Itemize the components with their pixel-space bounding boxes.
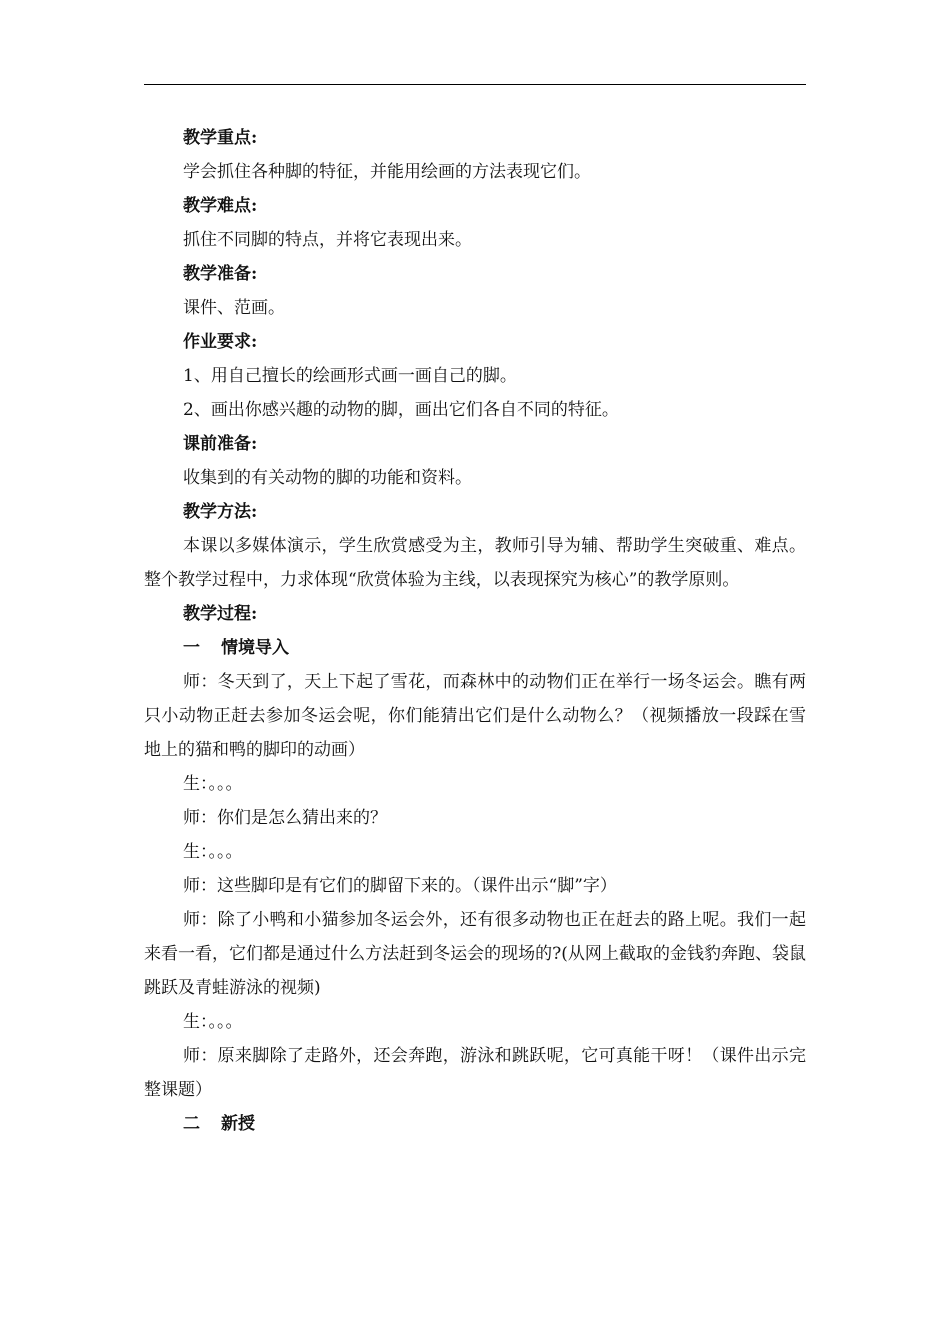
section-1-number: 一 (183, 638, 200, 658)
section-1-title: 情境导入 (221, 638, 289, 658)
dialogue-paragraph: 师：这些脚印是有它们的脚留下来的。（课件出示“脚”字） (183, 876, 617, 896)
method-heading: 教学方法: (183, 502, 258, 522)
dialogue-paragraph: 师：除了小鸭和小猫参加冬运会外，还有很多动物也正在赶去的路上呢。我们一起来看一看，它们都是通过什么方法赶到冬运会的现场的?(从网上截取的金钱豹奔跑、袋鼠跳跃及青蛙游泳的视频) (144, 910, 806, 998)
difficulty-text: 抓住不同脚的特点，并将它表现出来。 (183, 230, 472, 250)
section-1-heading (144, 631, 806, 665)
homework-item: 2、画出你感兴趣的动物的脚，画出它们各自不同的特征。 (183, 400, 619, 420)
dialogue-paragraph: 生：。。。 (183, 842, 243, 862)
homework-item: 1、用自己擅长的绘画形式画一画自己的脚。 (183, 366, 517, 386)
prep-text: 课件、范画。 (183, 298, 285, 318)
process-heading: 教学过程: (183, 604, 258, 624)
homework-heading: 作业要求: (183, 332, 258, 352)
section-2-title: 新授 (221, 1114, 255, 1134)
dialogue-paragraph: 师：原来脚除了走路外，还会奔跑，游泳和跳跃呢，它可真能干呀！（课件出示完整课题） (144, 1046, 806, 1100)
focus-heading: 教学重点: (183, 128, 258, 148)
preclass-heading: 课前准备: (183, 434, 258, 454)
dialogue-paragraph: 生：。。。 (183, 1012, 243, 1032)
document-body (144, 121, 806, 1141)
prep-heading: 教学准备: (183, 264, 258, 284)
dialogue-paragraph: 生：。。。 (183, 774, 243, 794)
difficulty-heading: 教学难点: (183, 196, 258, 216)
focus-text: 学会抓住各种脚的特征，并能用绘画的方法表现它们。 (183, 162, 591, 182)
method-text: 本课以多媒体演示，学生欣赏感受为主，教师引导为辅、帮助学生突破重、难点。整个教学过程中，力求体现“欣赏体验为主线，以表现探究为核心”的教学原则。 (144, 536, 806, 590)
preclass-text: 收集到的有关动物的脚的功能和资料。 (183, 468, 472, 488)
header-rule (144, 84, 806, 85)
section-2-number: 二 (183, 1114, 200, 1134)
dialogue-paragraph: 师：冬天到了，天上下起了雪花，而森林中的动物们正在举行一场冬运会。瞧有两只小动物正赶去参加冬运会呢，你们能猜出它们是什么动物么？（视频播放一段踩在雪地上的猫和鸭的脚印的动画） (144, 672, 806, 760)
dialogue-paragraph: 师：你们是怎么猜出来的？ (183, 808, 387, 828)
section-2-heading (144, 1107, 806, 1141)
